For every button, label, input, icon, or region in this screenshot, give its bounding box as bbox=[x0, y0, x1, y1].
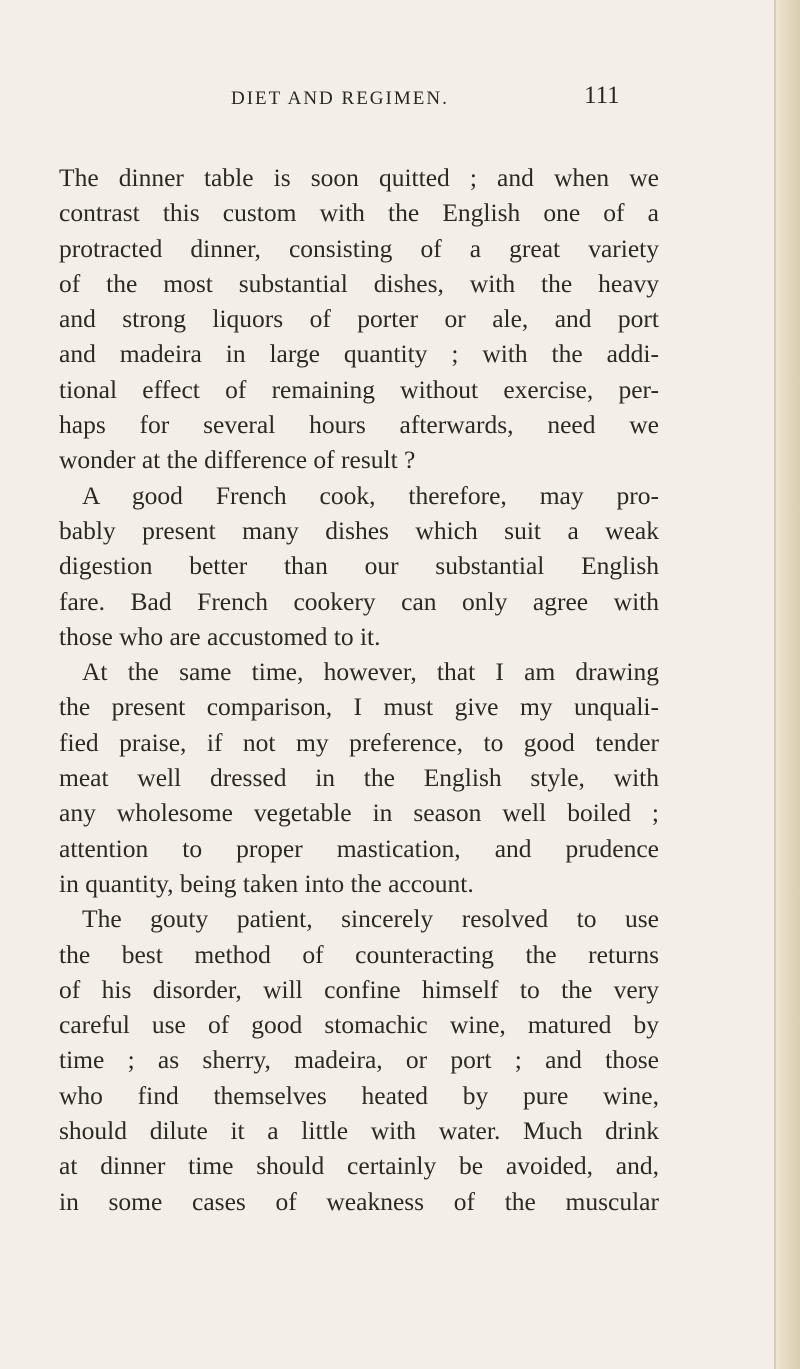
text-line: wonder at the difference of result ? bbox=[59, 445, 416, 475]
text-line: The dinner table is soon quitted ; and when we bbox=[59, 163, 659, 192]
text-line: A good French cook, therefore, may pro- bbox=[82, 480, 659, 510]
page-gutter-shadow bbox=[774, 0, 800, 1369]
body-text bbox=[59, 160, 659, 1219]
text-line: fied praise, if not my preference, to good tender bbox=[59, 727, 659, 757]
text-line: who find themselves heated by pure wine, bbox=[59, 1080, 659, 1110]
text-line: contrast this custom with the English one of a bbox=[59, 198, 659, 228]
text-line: and madeira in large quantity ; with the addi- bbox=[59, 339, 659, 369]
text-line: haps for several hours afterwards, need we bbox=[59, 410, 659, 440]
text-line: digestion better than our substantial English bbox=[59, 551, 659, 581]
text-line: in quantity, being taken into the account. bbox=[59, 868, 474, 898]
text-line: fare. Bad French cookery can only agree with bbox=[59, 586, 659, 616]
text-line: those who are accustomed to it. bbox=[59, 621, 381, 651]
text-line: protracted dinner, consisting of a great variety bbox=[59, 233, 659, 263]
text-line: the present comparison, I must give my unquali- bbox=[59, 692, 659, 722]
text-line: the best method of counteracting the returns bbox=[59, 939, 659, 969]
text-line: attention to proper mastication, and prudence bbox=[59, 833, 659, 863]
text-line: any wholesome vegetable in season well boiled ; bbox=[59, 798, 659, 828]
running-head: DIET AND REGIMEN. bbox=[231, 88, 449, 109]
text-line: bably present many dishes which suit a weak bbox=[59, 515, 659, 545]
text-line: in some cases of weakness of the muscular bbox=[59, 1186, 659, 1216]
text-line: careful use of good stomachic wine, matured by bbox=[59, 1010, 659, 1040]
text-line: time ; as sherry, madeira, or port ; and those bbox=[59, 1045, 659, 1075]
text-line: At the same time, however, that I am drawing bbox=[82, 657, 659, 687]
text-line: of his disorder, will confine himself to the very bbox=[59, 974, 659, 1004]
page-edge bbox=[774, 0, 776, 1369]
page-header bbox=[0, 80, 800, 120]
text-line: of the most substantial dishes, with the heavy bbox=[59, 268, 659, 298]
text-line: should dilute it a little with water. Much drink bbox=[59, 1116, 659, 1146]
text-line: meat well dressed in the English style, with bbox=[59, 763, 659, 793]
text-line: and strong liquors of porter or ale, and port bbox=[59, 304, 659, 334]
text-line: at dinner time should certainly be avoided, and, bbox=[59, 1151, 659, 1181]
text-line: tional effect of remaining without exercise, per- bbox=[59, 374, 659, 404]
text-line: The gouty patient, sincerely resolved to use bbox=[82, 904, 659, 934]
page-number: 111 bbox=[584, 82, 620, 109]
